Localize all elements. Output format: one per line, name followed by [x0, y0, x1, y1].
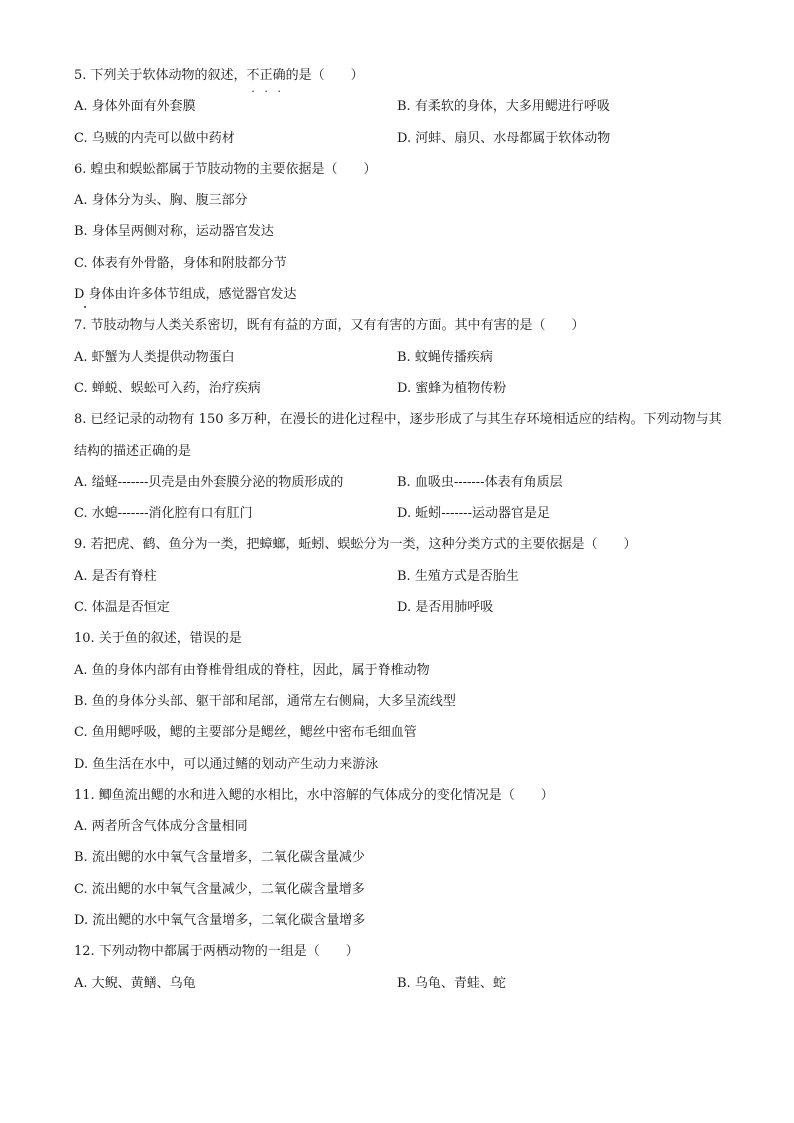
option-a: A. 鱼的身体内部有由脊椎骨组成的脊柱，因此，属于脊椎动物 — [74, 662, 430, 678]
question-7-options-row — [74, 373, 734, 404]
option-a: A. 虾蟹为人类提供动物蛋白 — [74, 349, 235, 365]
option-c: C. 蝉蜕、蜈蚣可入药，治疗疾病 — [74, 380, 261, 396]
option-b: B. 血吸虫-------体表有角质层 — [397, 474, 563, 490]
question-9-options-row — [74, 592, 734, 623]
option-b: B. 生殖方式是否胎生 — [397, 568, 519, 584]
question-9-stem: 9. 若把虎、鹤、鱼分为一类，把蟑螂，蚯蚓、蜈蚣分为一类，这种分类方式的主要依据是（ ） — [74, 537, 637, 553]
option-b: B. 身体呈两侧对称，运动器官发达 — [74, 224, 274, 240]
option-c: C. 乌贼的内壳可以做中药材 — [74, 130, 235, 146]
option-d: D. 河蚌、扇贝、水母都属于软体动物 — [397, 130, 611, 146]
emphasis-char: 不 — [246, 68, 260, 83]
question-8-options-row — [74, 498, 734, 529]
option-b: B. 有柔软的身体，大多用鳃进行呼吸 — [397, 99, 610, 115]
question-12-options-row — [74, 968, 734, 999]
question-11-stem: 11. 鲫鱼流出鳃的水和进入鳃的水相比，水中溶解的气体成分的变化情况是（ ） — [74, 787, 554, 803]
emphasis-char: 正 — [259, 68, 273, 83]
option-a: A. 两者所含气体成分含量相同 — [74, 819, 248, 835]
question-9-options-row — [74, 561, 734, 592]
option-b: B. 流出鳃的水中氧气含量增多，二氧化碳含量减少 — [74, 850, 365, 866]
option-a: A. 大鲵、黄鳝、乌龟 — [74, 975, 196, 991]
option-d: D 身体由许多体节组成，感觉器官发达 — [74, 287, 297, 303]
option-d: D. 蜜蜂为植物传粉 — [397, 380, 507, 396]
option-c: C. 鱼用鳃呼吸，鳃的主要部分是鳃丝，鳃丝中密布毛细血管 — [74, 725, 417, 741]
option-c: C. 流出鳃的水中氧气含量减少，二氧化碳含量增多 — [74, 881, 365, 897]
question-5-options-row — [74, 91, 734, 122]
option-c: C. 体温是否恒定 — [74, 600, 170, 616]
option-a: A. 是否有脊柱 — [74, 568, 157, 584]
option-d: D. 流出鳃的水中氧气含量增多，二氧化碳含量增多 — [74, 913, 366, 929]
option-d: D. 蚯蚓-------运动器官是足 — [397, 506, 550, 522]
question-8-stem: 8. 已经记录的动物有 150 多万种，在漫长的进化过程中，逐步形成了与其生存环境相适应的结构。下列动物与其结构的描述正确的是 — [74, 412, 722, 459]
option-c: C. 水螅-------消化腔有口有肛门 — [74, 506, 253, 522]
option-a: A. 身体分为头、胸、腹三部分 — [74, 193, 248, 209]
question-7-stem: 7. 节肢动物与人类关系密切，既有有益的方面，又有有害的方面。其中有害的是（ ） — [74, 318, 585, 334]
question-5-options-row — [74, 123, 734, 154]
question-12-stem: 12. 下列动物中都属于两栖动物的一组是（ ） — [74, 944, 359, 960]
question-6-stem: 6. 蝗虫和蜈蚣都属于节肢动物的主要依据是（ ） — [74, 161, 377, 177]
question-7-options-row — [74, 342, 734, 373]
question-5-stem: 5. 下列关于软体动物的叙述，不正确的是（ ） — [74, 68, 364, 83]
option-a: A. 身体外面有外套膜 — [74, 99, 196, 115]
option-b: B. 鱼的身体分头部、躯干部和尾部，通常左右侧扁，大多呈流线型 — [74, 693, 456, 709]
question-8-options-row — [74, 467, 734, 498]
option-c: C. 体表有外骨骼，身体和附肢都分节 — [74, 255, 287, 271]
option-a: A. 缢蛏-------贝壳是由外套膜分泌的物质形成的 — [74, 474, 344, 490]
stray-mark — [84, 306, 86, 308]
option-d: D. 是否用肺呼吸 — [397, 600, 494, 616]
option-d: D. 鱼生活在水中，可以通过鳍的划动产生动力来游泳 — [74, 756, 379, 772]
option-b: B. 乌龟、青蛙、蛇 — [397, 975, 506, 991]
option-b: B. 蚊蝇传播疾病 — [397, 349, 493, 365]
emphasis-char: 确 — [272, 68, 286, 83]
question-10-stem: 10. 关于鱼的叙述，错误的是 — [74, 631, 242, 647]
exam-page — [74, 60, 734, 999]
